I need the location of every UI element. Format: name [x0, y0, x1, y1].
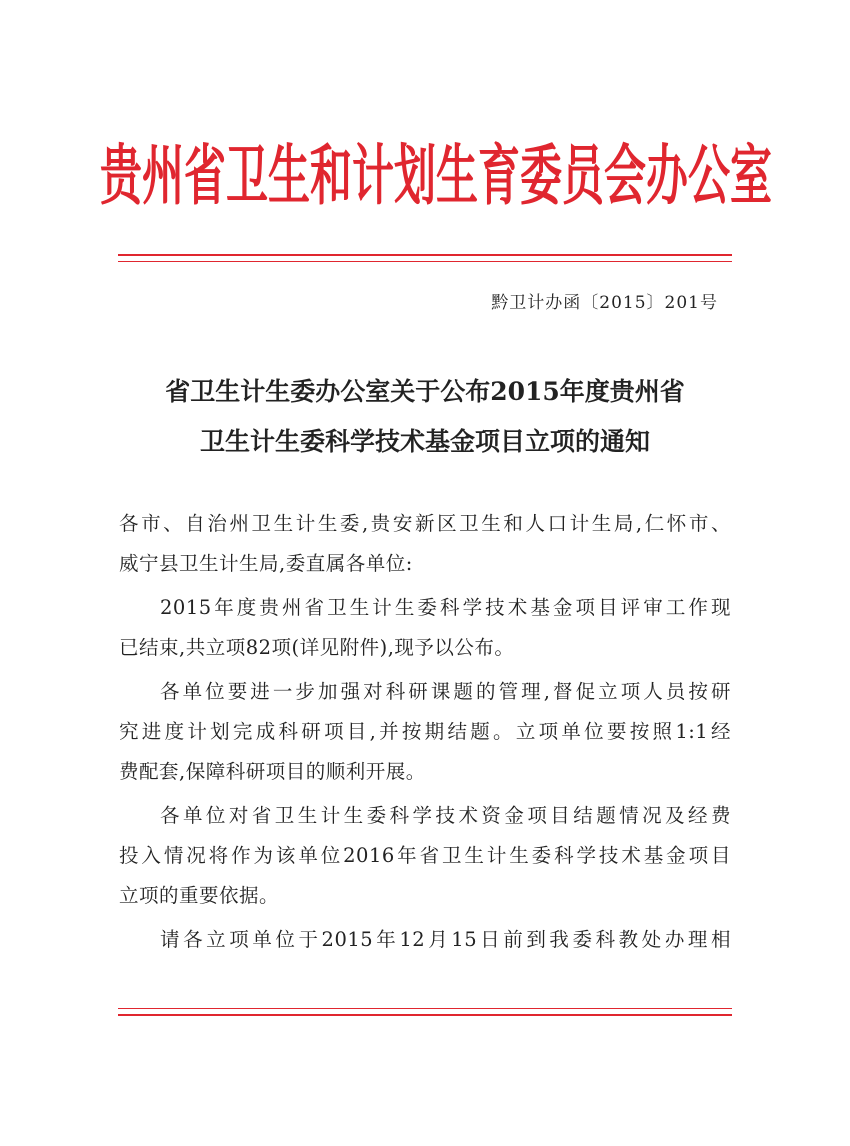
paragraph-line: 各单位要进一步加强对科研课题的管理,督促立项人员按研	[160, 680, 731, 703]
document-title-line-1: 省卫生计生委办公室关于公布2015年度贵州省	[165, 377, 685, 406]
footer-divider-line	[118, 1014, 732, 1016]
paragraph-line: 各单位对省卫生计生委科学技术资金项目结题情况及经费	[160, 804, 731, 827]
footer-divider-line	[118, 1008, 732, 1009]
paragraph-line: 费配套,保障科研项目的顺利开展。	[119, 760, 426, 783]
paragraph-line: 立项的重要依据。	[119, 884, 280, 907]
paragraph-line: 2015年度贵州省卫生计生委科学技术基金项目评审工作现	[160, 596, 731, 619]
paragraph-line: 已结束,共立项82项(详见附件),现予以公布。	[119, 636, 515, 659]
issuing-organization-title: 贵州省卫生和计划生育委员会办公室	[100, 137, 773, 214]
addressee-line: 威宁县卫生计生局,委直属各单位:	[119, 552, 413, 575]
header-divider-line	[118, 254, 732, 256]
paragraph-line: 投入情况将作为该单位2016年省卫生计生委科学技术基金项目	[119, 844, 731, 867]
document-title-line-2: 卫生计生委科学技术基金项目立项的通知	[199, 427, 650, 456]
header-divider-line	[118, 261, 732, 262]
paragraph-line: 究进度计划完成科研项目,并按期结题。立项单位要按照1:1经	[119, 720, 731, 743]
addressee-line: 各市、自治州卫生计生委,贵安新区卫生和人口计生局,仁怀市、	[119, 512, 731, 535]
document-number: 黔卫计办函〔2015〕201号	[491, 293, 718, 313]
paragraph-line: 请各立项单位于2015年12月15日前到我委科教处办理相	[160, 928, 731, 951]
